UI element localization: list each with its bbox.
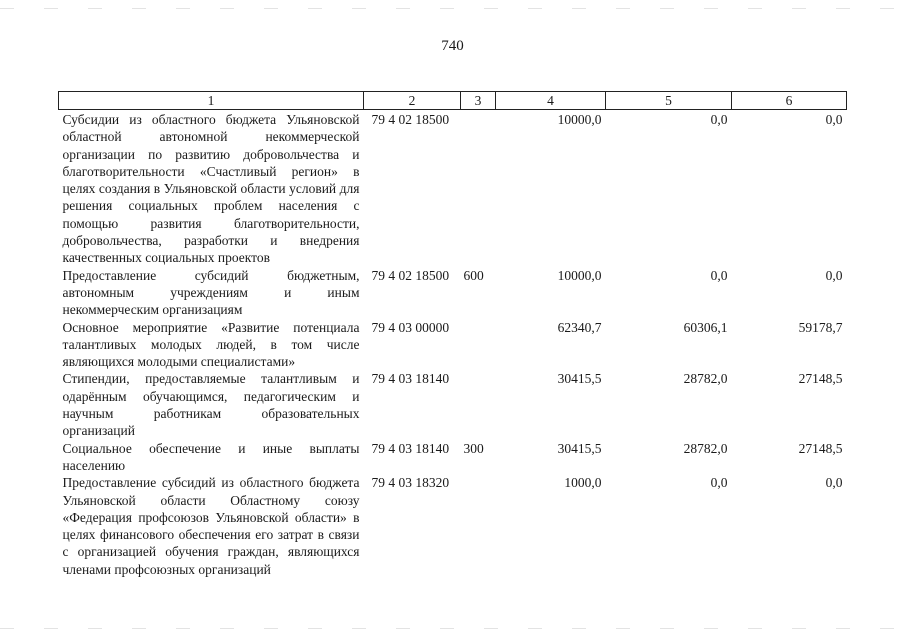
- table-row: [59, 474, 847, 578]
- row-code: 79 4 03 00000: [371, 319, 450, 335]
- row-name: Стипендии, предоставляемые талантливым и одарённым обучающимся, педагогическим и научным работникам образовательных организаций: [62, 371, 360, 439]
- row-value-3: 59178,7: [798, 319, 843, 335]
- row-value-2: 0,0: [710, 112, 728, 127]
- row-value-3: 0,0: [825, 267, 843, 283]
- header-col-3: 3: [461, 92, 496, 110]
- row-value-1: 30415,5: [557, 371, 602, 387]
- header-col-5: 5: [606, 92, 732, 110]
- row-value-1: 10000,0: [557, 112, 602, 127]
- row-value-3: 0,0: [825, 112, 843, 127]
- row-value-2: 60306,1: [683, 319, 728, 335]
- scan-noise-top: [0, 8, 905, 9]
- table-row: [59, 110, 847, 267]
- row-value-2: 0,0: [710, 267, 728, 283]
- row-type: [461, 319, 496, 371]
- row-value-1: 62340,7: [557, 319, 602, 335]
- row-value-2: 28782,0: [683, 371, 728, 387]
- budget-table: [58, 91, 847, 578]
- row-value-2: 28782,0: [683, 440, 728, 456]
- row-type: [461, 110, 496, 267]
- row-name: Субсидии из областного бюджета Ульяновской областной автономной некоммерческой организации по развитию добровольчества и благотворительности «Счастливый регион» в целях создания в Ульяновской области условий для решения социальных проблем населения с помощью развития благотворительности, добровольчества, разработки и внедрения качественных социальных проектов: [62, 112, 360, 266]
- row-code: 79 4 02 18500: [371, 112, 450, 127]
- row-code: 79 4 03 18320: [371, 475, 450, 491]
- row-type: [461, 474, 496, 578]
- row-name: Предоставление субсидий из областного бюджета Ульяновской области Областному союзу «Федерация профсоюзов Ульяновской области» в целях финансового обеспечения его затрат в связи с организацией обучения граждан, являющихся членами профсоюзных организаций: [62, 475, 360, 577]
- row-value-1: 10000,0: [557, 267, 602, 283]
- row-name: Социальное обеспечение и иные выплаты населению: [62, 440, 360, 473]
- table-header: [59, 92, 847, 110]
- row-value-2: 0,0: [710, 475, 728, 491]
- header-col-6: 6: [732, 92, 847, 110]
- table-row: [59, 319, 847, 371]
- row-value-3: 0,0: [825, 475, 843, 491]
- row-type: [461, 370, 496, 439]
- table-row: [59, 440, 847, 475]
- row-name: Предоставление субсидий бюджетным, автономным учреждениям и иным некоммерческим организациям: [62, 267, 360, 318]
- header-row: [59, 92, 847, 110]
- table-row: [59, 267, 847, 319]
- row-value-3: 27148,5: [798, 440, 843, 456]
- row-value-1: 1000,0: [564, 475, 602, 491]
- row-code: 79 4 03 18140: [371, 440, 450, 456]
- header-col-2: 2: [364, 92, 461, 110]
- row-value-3: 27148,5: [798, 371, 843, 387]
- row-type: 300: [463, 440, 484, 456]
- row-name: Основное мероприятие «Развитие потенциала талантливых молодых людей, в том числе являющихся молодыми специалистами»: [62, 319, 360, 370]
- header-col-1: 1: [59, 92, 364, 110]
- table-body: [59, 110, 847, 579]
- header-col-4: 4: [496, 92, 606, 110]
- scan-noise-bottom: [0, 628, 905, 629]
- table-row: [59, 370, 847, 439]
- row-type: 600: [463, 267, 484, 283]
- page-number: 740: [441, 38, 464, 54]
- row-value-1: 30415,5: [557, 440, 602, 456]
- row-code: 79 4 03 18140: [371, 371, 450, 387]
- row-code: 79 4 02 18500: [371, 267, 450, 283]
